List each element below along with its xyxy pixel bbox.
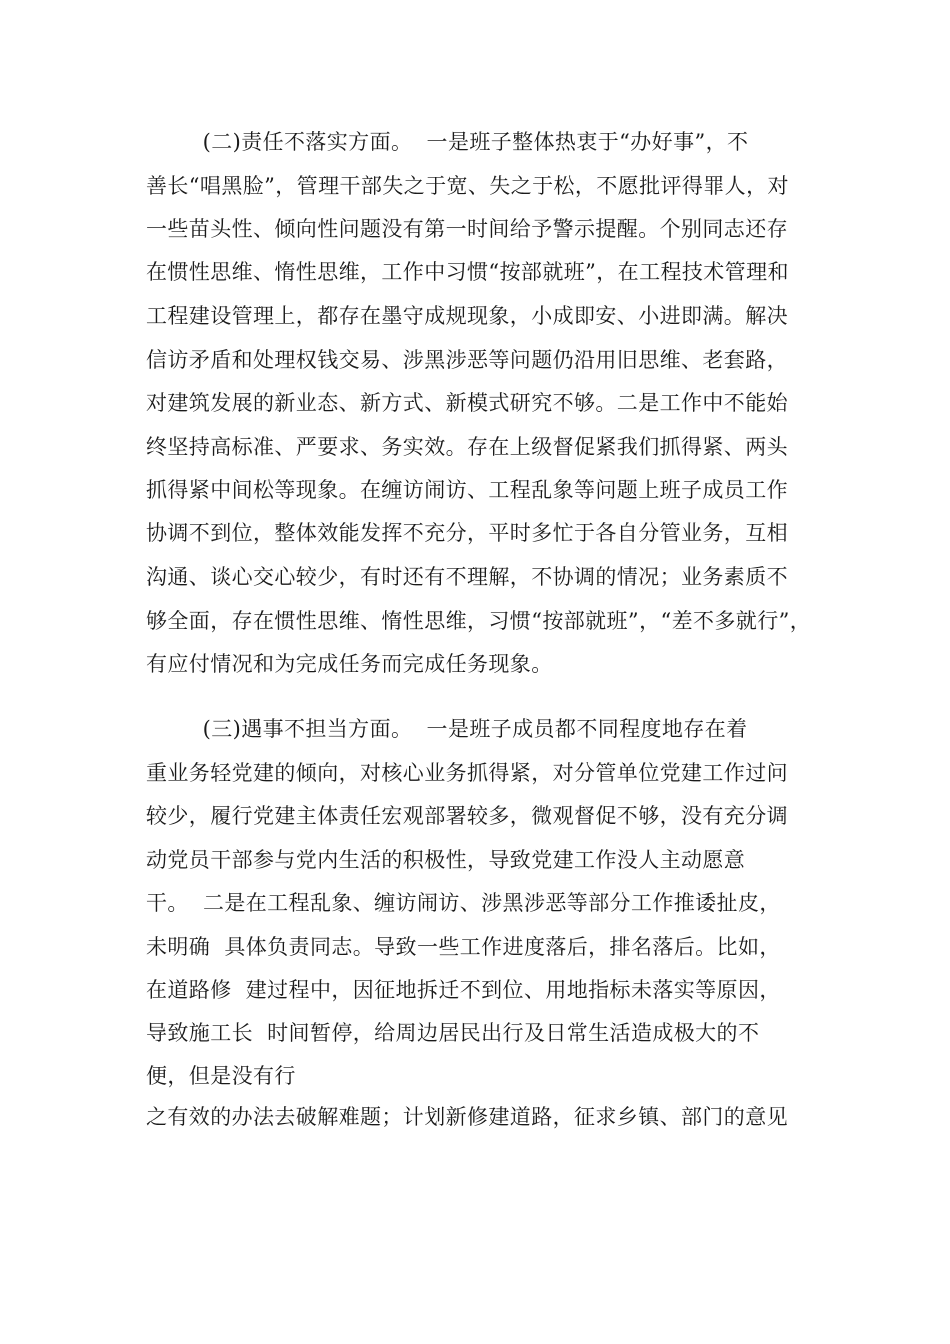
text-line: (二)责任不落实方面。 一是班子整体热衷于“办好事”，不 [146, 130, 749, 154]
text-line: 在惯性思维、惰性思维，工作中习惯“按部就班”，在工程技术管理和 [146, 260, 789, 284]
text-line: 便，但是没有行 [146, 1064, 296, 1088]
text-line: 重业务轻党建的倾向，对核心业务抓得紧，对分管单位党建工作过问 [146, 761, 788, 785]
text-line: 工程建设管理上，都存在墨守成规现象，小成即安、小进即满。解决 [146, 304, 788, 328]
text-line: 善长“唱黑脸”，管理干部失之于宽、失之于松，不愿批评得罪人，对 [146, 174, 789, 198]
text-line: 抓得紧中间松等现象。在缠访闹访、工程乱象等问题上班子成员工作 [146, 478, 788, 502]
text-line: 信访矛盾和处理权钱交易、涉黑涉恶等问题仍沿用旧思维、老套路， [146, 348, 788, 372]
text-line: 沟通、谈心交心较少，有时还有不理解，不协调的情况；业务素质不 [146, 565, 788, 589]
text-line: 协调不到位，整体效能发挥不充分，平时多忙于各自分管业务，互相 [146, 521, 788, 545]
text-line: 动党员干部参与党内生活的积极性，导致党建工作没人主动愿意 [146, 848, 746, 872]
text-line: 未明确 具体负责同志。导致一些工作进度落后，排名落后。比如， [146, 935, 781, 959]
text-line: 较少，履行党建主体责任宏观部署较多，微观督促不够，没有充分调 [146, 804, 788, 828]
text-line: 在道路修 建过程中，因征地拆迁不到位、用地指标未落实等原因， [146, 978, 781, 1002]
text-line: 之有效的办法去破解难题；计划新修建道路，征求乡镇、部门的意见 [146, 1105, 788, 1129]
text-line: 终坚持高标准、严要求、务实效。存在上级督促紧我们抓得紧、两头 [146, 435, 788, 459]
text-line: 对建筑发展的新业态、新方式、新模式研究不够。二是工作中不能始 [146, 391, 788, 415]
text-line: 干。 二是在工程乱象、缠访闹访、涉黑涉恶等部分工作推诿扯皮， [146, 891, 781, 915]
text-line: 一些苗头性、倾向性问题没有第一时间给予警示提醒。个别同志还存 [146, 217, 788, 241]
text-line: 够全面，存在惯性思维、惰性思维，习惯“按部就班”，“差不多就行”， [146, 609, 812, 633]
text-line: (三)遇事不担当方面。 一是班子成员都不同程度地存在着 [146, 717, 748, 741]
text-line: 导致施工长 时间暂停，给周边居民出行及日常生活造成极大的不 [146, 1021, 760, 1045]
text-line: 有应付情况和为完成任务而完成任务现象。 [146, 652, 553, 676]
